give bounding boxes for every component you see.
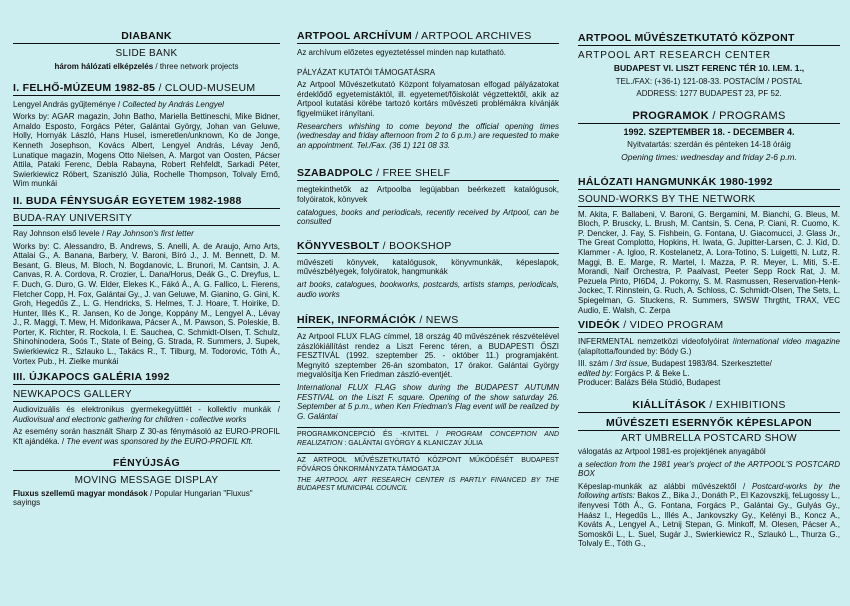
freeshelf-hu: megtekinthetők az Artpoolba legújabban beérkezett katalógusok, folyóiratok, könyvek xyxy=(297,185,559,204)
center-tel: TEL./FAX: (+36-1) 121-08-33. POSTACÍM / POSTAL xyxy=(615,76,803,86)
umbrella-artists: Képeslap-munkák az alábbi művészektől / Postcard-works by the following artists: Bakos Z., Bika J., Donáth P., El Kazovszkij, feLugossy L., ifenyvesi Tóth Á., G. Fontana, Forgács P., Galántai Gy., Gulyás Gy., Haász I., Hegedűs L., Illés A., Jankovszky Gy., Kelényi B., Koncz A., Kováts A., Lengyel A., Letnij Stepan, G. Minkoff, M. Olesen, Pácser A., Somoskői L., L. Suel, Sugár J., Swierkiewicz R., Szlaukó L., Thurza G., Tolvaly E., Tóth G., xyxy=(578,481,840,549)
freeshelf-heading: SZABADPOLC / FREE SHELF xyxy=(297,167,559,181)
news-support-en: THE ARTPOOL ART RESEARCH CENTER IS PARTLY FINANCED BY THE BUDAPEST MUNICIPAL COUNCIL xyxy=(297,477,559,493)
bru-credit: Ray Johnson első levele / Ray Johnson's first letter xyxy=(13,228,194,238)
umbrella-en: a selection from the 1981 year's project of the ARTPOOL'S POSTCARD BOX xyxy=(578,459,840,479)
bookshop-heading: KÖNYVESBOLT / BOOKSHOP xyxy=(297,240,559,254)
archives-grant-body: Az Artpool Művészetkutató Központ folyamatosan elfogad pályázatokat érdeklődő egyetemistáktól, ill. egyetemet/főiskolát végzettektől, akik az Artpool kutatási körébe tartozó kortárs művészeti problémákra kívánják figyelmüket irányítani. xyxy=(297,80,559,118)
news-support-hu: AZ ARTPOOL MŰVÉSZETKUTATÓ KÖZPONT MŰKÖDÉSÉT BUDAPEST FŐVÁROS ÖNKORMÁNYZATA TÁMOGATJA xyxy=(297,457,559,473)
news-program-credit: PROGRAMKONCEPCIÓ ÉS -KIVITEL / PROGRAM CONCEPTION AND REALIZATION : GALÁNTAI GYÖRGY & KLANICZAY JÚLIA xyxy=(297,431,560,447)
center-heading: ARTPOOL MŰVÉSZETKUTATÓ KÖZPONT xyxy=(578,32,840,46)
archives-grant-title: PÁLYÁZAT KUTATÓI TÁMOGATÁSRA xyxy=(297,67,436,77)
news-hu: Az Artpool FLUX FLAG címmel, 18 ország 40 művészének részvételével zászlókiállítást rendez a Liszt Ferenc téren, a BUDAPESTI ŐSZI FESZTIVÁL (1992. szeptember 25. - október 11.) programjaként. Megnyitó szeptember 26-án szombaton, 17 órakor. Galántai György megvalósítja Ken Friedman zászló-eventjét. xyxy=(297,332,559,380)
diabank-intro: három hálózati elképzelés / three network projects xyxy=(54,62,239,71)
column-left xyxy=(13,30,280,511)
sound-heading: HÁLÓZATI HANGMUNKÁK 1980-1992 xyxy=(578,176,840,190)
center-address: BUDAPEST VI. LISZT FERENC TÉR 10. I.EM. 1., xyxy=(613,63,805,73)
column-right xyxy=(578,32,840,552)
diabank-subtitle: SLIDE BANK xyxy=(115,48,178,59)
programs-heading: PROGRAMOK / PROGRAMS xyxy=(578,110,840,124)
programs-dates: 1992. SZEPTEMBER 18. - DECEMBER 4. xyxy=(623,126,795,137)
uj-heading: III. ÚJKAPOCS GALÉRIA 1992 xyxy=(13,371,280,385)
video-line3: edited by: Forgács P. & Beke L. xyxy=(578,368,690,378)
archives-heading: ARTPOOL ARCHÍVUM / ARTPOOL ARCHIVES xyxy=(297,30,559,44)
video-heading: VIDEÓK / VIDEO PROGRAM xyxy=(578,319,840,333)
video-line1: INFERMENTAL nemzetközi videofolyóirat /international video magazine (alapította/founded by: Bódy G.) xyxy=(578,337,841,356)
uj-sponsor: Az esemény során használt Sharp Z 30-as fénymásoló az EURO-PROFIL Kft ajándéka. / The event was sponsored by the EURO-PROFIL Kft. xyxy=(13,427,280,447)
bookshop-en: art books, catalogues, bookworks, postcards, artists stamps, periodicals, audio works xyxy=(297,279,559,299)
center-post: ADDRESS: 1277 BUDAPEST 23, PF 52. xyxy=(636,89,782,99)
felho-body: Works by: AGAR magazin, John Batho, Mariella Bettineschi, Mike Bidner, Arnaldo Esposto, Forgács Péter, Galántai György, Johan van Geluwe, Holly, Hornyák László, Hans Husel, ismeretlen/unknown, Ko de Jonge, Kenneth Josephson, Kovács Albert, Lengyel András, Lévay Jenő, Lunatique magazin, Mogens Otto Nielsen, A. Margot van Oosten, Pácser Attila, Pataki Ferenc, Debla Rabayna, Robert Rehfeldt, Sarkadi Péter, Swierkiewicz Róbert, Szaniszló Júlia, Rochelle Thompson, Tolvaly Ernő, Wim munkái xyxy=(13,112,280,189)
column-middle xyxy=(297,30,559,497)
bookshop-hu: művészeti könyvek, katalógusok, könyvmunkák, képeslapok, művészbélyegek, folyóiratok, hangmunkák xyxy=(297,257,559,277)
felho-heading: I. FELHŐ-MÚZEUM 1982-85 / CLOUD-MUSEUM xyxy=(13,82,280,96)
news-heading: HÍREK, INFORMÁCIÓK / NEWS xyxy=(297,314,559,328)
uj-subtitle: NEWKAPOCS GALLERY xyxy=(13,389,280,402)
bru-subtitle: BUDA-RAY UNIVERSITY xyxy=(13,213,280,226)
felho-credit: Lengyel András gyűjteménye / Collected by András Lengyel xyxy=(13,99,224,109)
umbrella-hu: válogatás az Artpool 1981-es projektjének anyagából xyxy=(578,447,766,457)
uj-body: Audiovizuális és elektronikus gyermekegyüttlét - kollektív munkák / Audiovisual and electronic gathering for children - collective works xyxy=(13,405,280,424)
sound-body: M. Akita, F. Ballabeni, V. Baroni, G. Bergamini, M. Bianchi, G. Bleus, M. Bloch, P. Bruscky, L. Brush, M. Cantsin, S. Cena, P. Ciani, R. Cuomo, K. P. Dencker, J. Fay, S. Fishbein, G. Fontana, U. Giacomucci, J. Glass Jr., The Great Complotto, Hopkins, H. Iwata, G. Jupitter-Larsen, C. J. Kid, D. Klammer - A. Igloo, R. Kostelanetz, A. Lora-Totino, S. Luigetti, N. Lutz, R. Maggi, B. E. Marge, R. Martel, I. Mazza, P. R. Meyer, L. Miti, S.-E. Morandi, Naif Orchestra, P. Paalvast, Peeter Sepp Rock Rat, J. M. Pezuela Pinto, PI6D4, J. Pokorny, S. M. Rasmussen, Reservation-Henk-Jockec, T. Rinnstein, G. Ruch, A. Schloss, C. Schmidt-Olsen, The Sets, L. Spiegelman, G. Stuckens, R. Summers, SWSW Thrgtht, TRAX, VEC Audio, E. Walsh, C. Zerpa xyxy=(578,209,840,315)
diabank-heading: DIABANK xyxy=(13,30,280,44)
video-producer: Producer: Balázs Béla Stúdió, Budapest xyxy=(578,378,721,388)
exhibitions-heading: KIÁLLÍTÁSOK / EXHIBITIONS xyxy=(578,399,840,413)
bru-body: Works by: C. Alessandro, B. Andrews, S. Anelli, A. de Araujo, Arno Arts, Attalai G., A. Banana, Barbery, V. Baroni, Bíró J., J. M. Bennett, D. M. Besant, G. Bleus, M. Bloch, N. Bogdanovic, L. Brunori, M. Cantsin, J. A. Canvas, R. A. Cordova, R. Crozier, L. Dana/Horus, Deák G., C. Dreyfus, L. F. Duch, G. Duro, G. W. Elder, Elekes K., Fákó Á., A. G. Fallico, L. Fierens, Fletcher Copp, H. Fox, Galántai Gy., J. van Geluwe, M. Gianino, G. Gini, K. Groh, Hegedűs Z., L. G. Hendricks, S. Helmes, T. J. Hoare, T. Hoirike, D. Hunter, Illés K., R. Jansen, Ko de Jonge, Koppány M., Lengyel A., Lévay J., R. Maggi, T. Mew, H. Midorikawa, Pácser A., M. Pawson, S. Poleskie, B. Porter, K. Richter, R. Rockola, I. E. Sauchea, C. Schmidt-Olsen, T. Schulz, Shinohinodera, Soós T., State of Being, G. Strada, R. Summers, J. Supek, Swierkiewicz R., Szlauko L., Takács R., T. Tilburg, M. Todorovic, Tóth Á., Vortex Pub., H. Zielke munkái xyxy=(13,241,280,366)
umbrella-subtitle: ART UMBRELLA POSTCARD SHOW xyxy=(621,433,797,445)
freeshelf-en: catalogues, books and periodicals, recently received by Artpool, can be consulted xyxy=(297,207,559,227)
bru-heading: II. BUDA FÉNYSUGÁR EGYETEM 1982-1988 xyxy=(13,195,280,209)
programs-open-en: Opening times: wednesday and friday 2-6 p.m. xyxy=(621,151,797,162)
programs-open-hu: Nyitvatartás: szerdán és pénteken 14-18 óráig xyxy=(627,140,791,150)
news-en: International FLUX FLAG show during the BUDAPEST AUTUMN FESTIVAL on the Liszt F. square. Opening of the show saturday 26. September at 5 p.m., when Ken Friedman's Flag event will be realized by G. Galántai xyxy=(297,383,559,421)
archives-line1: Az archívum előzetes egyeztetéssel minden nap kutatható. xyxy=(297,48,507,57)
feny-subtitle: MOVING MESSAGE DISPLAY xyxy=(74,474,219,486)
feny-body: Fluxus szellemű magyar mondások / Popular Hungarian "Fluxus" sayings xyxy=(13,488,253,508)
feny-heading: FÉNYÚJSÁG xyxy=(13,457,280,471)
sound-subtitle: SOUND-WORKS BY THE NETWORK xyxy=(578,194,840,207)
video-line2: III. szám / 3rd issue, Budapest 1983/84. Szerkesztette/ xyxy=(578,359,772,369)
archives-researchers: Researchers whishing to come beyond the official opening times (wednesday and friday afternoon from 2 to 6 p.m.) are requested to make an appointment. Tel./Fax. (36 1) 121 08 33. xyxy=(297,121,559,150)
center-subtitle: ARTPOOL ART RESEARCH CENTER xyxy=(578,50,771,61)
umbrella-heading: MŰVÉSZETI ESERNYŐK KÉPESLAPON xyxy=(578,417,840,431)
